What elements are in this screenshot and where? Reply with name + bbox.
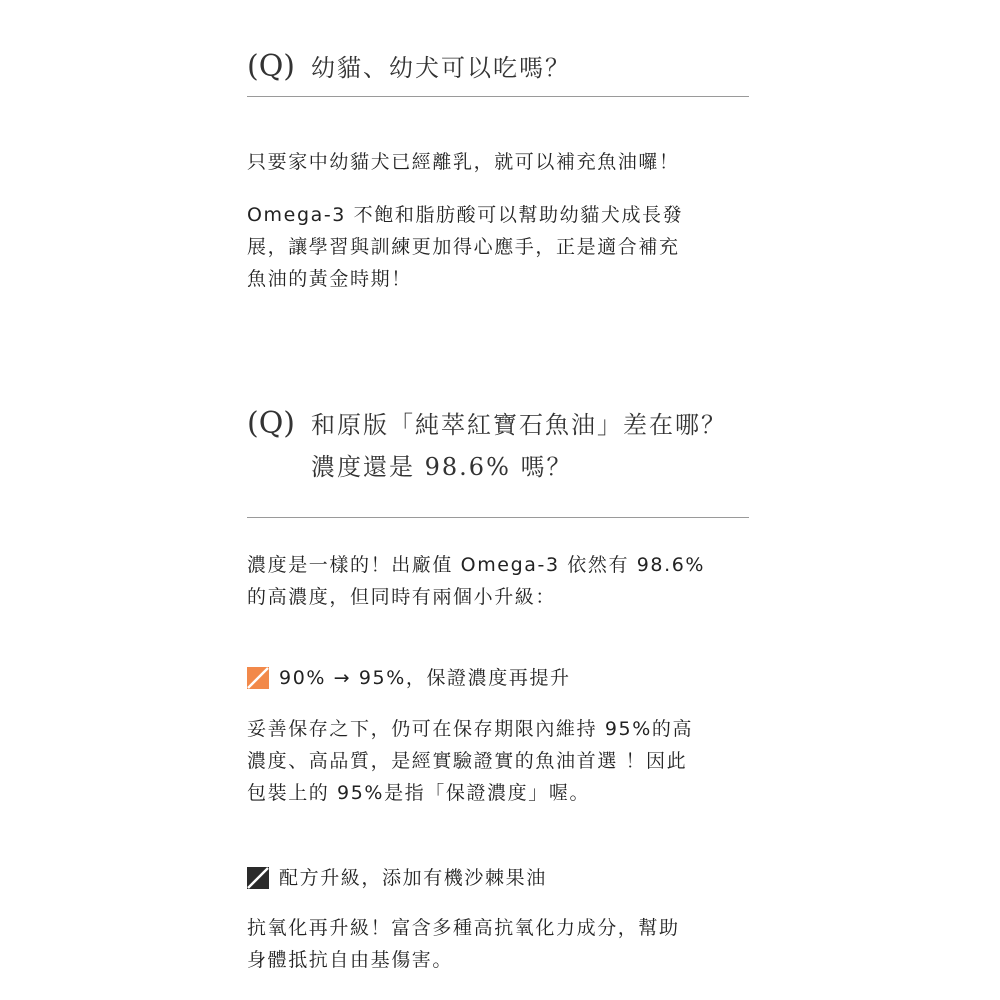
answer-line: 展，讓學習與訓練更加得心應手，正是適合補充: [247, 236, 680, 258]
upgrade-2-body: [247, 912, 751, 976]
upgrade-1-body: [247, 713, 751, 809]
answer-line: 只要家中幼貓犬已經離乳，就可以補充魚油囉！: [247, 151, 680, 173]
question-text: 和原版「純萃紅寶石魚油」差在哪？: [311, 411, 727, 439]
upgrade-2-heading: [247, 862, 751, 894]
question-mark-label: (Q): [247, 406, 296, 441]
faq-question-2: [247, 403, 749, 488]
divider: [247, 96, 749, 97]
faq-answer-2-paragraph-1: [247, 549, 751, 613]
faq-question-1: [247, 46, 749, 89]
answer-line: 身體抵抗自由基傷害。: [247, 949, 454, 971]
upgrade-title: 配方升級，添加有機沙棘果油: [279, 867, 547, 889]
orange-slash-square-icon: [247, 667, 269, 689]
answer-line: 濃度、高品質，是經實驗證實的魚油首選 ！因此: [247, 750, 688, 772]
answer-line: 魚油的黃金時期！: [247, 268, 412, 290]
answer-line: 妥善保存之下，仍可在保存期限內維持 95%的高: [247, 718, 694, 740]
faq-question-2-line-1: [247, 403, 749, 446]
divider: [247, 517, 749, 518]
faq-answer-1-paragraph-1: [247, 146, 751, 178]
answer-line: 的高濃度，但同時有兩個小升級：: [247, 586, 557, 608]
answer-line: 抗氧化再升級！富含多種高抗氧化力成分，幫助: [247, 917, 680, 939]
answer-line: 包裝上的 95%是指「保證濃度」喔。: [247, 782, 591, 804]
upgrade-title: 90% → 95%，保證濃度再提升: [279, 667, 571, 689]
question-mark-label: (Q): [247, 49, 296, 84]
upgrade-1-heading: [247, 662, 751, 694]
answer-line: Omega-3 不飽和脂肪酸可以幫助幼貓犬成長發: [247, 204, 684, 226]
faq-question-1-line: [247, 46, 749, 89]
dark-slash-square-icon: [247, 867, 269, 889]
question-text: 幼貓、幼犬可以吃嗎？: [311, 54, 571, 82]
faq-question-2-line-2: [247, 446, 749, 488]
question-text: 濃度還是 98.6% 嗎？: [311, 453, 573, 481]
faq-answer-1-paragraph-2: [247, 199, 751, 295]
answer-line: 濃度是一樣的！出廠值 Omega-3 依然有 98.6%: [247, 554, 706, 576]
